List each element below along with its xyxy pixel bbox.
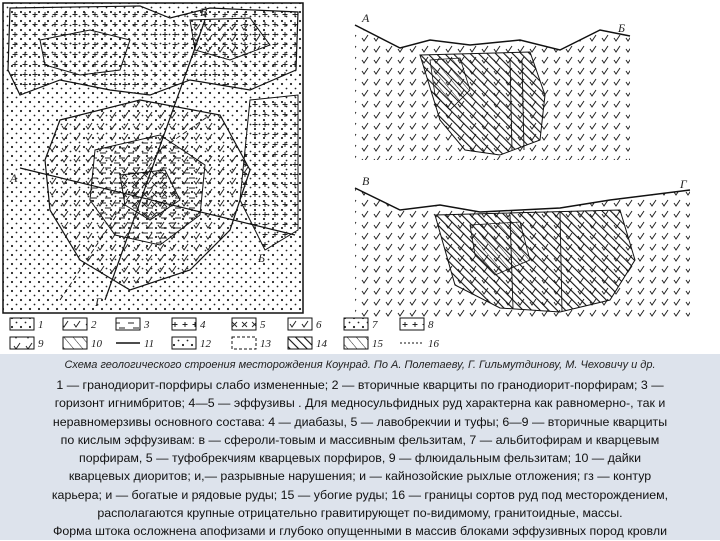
map-section-label: В: [200, 5, 208, 19]
caption-title: Схема геологического строения месторождения Коунрад. По А. Полетаеву, Г. Гильмутдинову, М. Чеховичу и др.: [64, 359, 656, 371]
caption-body: [6, 376, 714, 541]
legend-number: 3: [144, 319, 150, 331]
cross-section-vg: [355, 174, 690, 320]
profile-label-b: Б: [618, 21, 626, 35]
legend-number: 7: [372, 319, 378, 331]
caption-line: неравномерзивы основного состава: 4 — диабазы, 5 — лавобрекчии и туфы; 6—9 — вторичные кварциты: [52, 414, 668, 429]
profile-label-g: Г: [680, 177, 687, 191]
legend-number: 1: [38, 319, 44, 331]
caption-line: кварцевых диоритов; и,— разрывные нарушения; и — кайнозойские рыхлые отложения; гз — контур: [68, 469, 652, 484]
caption-line: располагаются крупные отрицательно гравитирующет по-видимому, гранитоидные, массы.: [97, 506, 623, 521]
profile-label-a: А: [362, 11, 370, 25]
legend-number: 9: [38, 338, 44, 350]
legend-number: 2: [91, 319, 97, 331]
legend-number: 4: [200, 319, 206, 331]
geologic-map: [3, 3, 303, 313]
legend-number: 11: [144, 338, 155, 350]
legend: [10, 318, 440, 350]
caption-line: порфирам, 5 — туфобрекчиям кварцевых порфиров, 9 — флюидальным фельзитам; 10 — дайки: [78, 451, 642, 466]
cross-section-ab: [355, 11, 630, 160]
caption-line: карьера; и — богатые и рядовые руды; 15 — убогие руды; 16 — границы сортов руд под месторождением,: [51, 487, 669, 502]
caption-line: 1 — гранодиорит-порфиры слабо измененные; 2 — вторичные кварциты по гранодиорит-порфирам; 3 —: [56, 378, 664, 392]
legend-number: 12: [200, 338, 211, 350]
map-section-label: Б: [258, 251, 266, 265]
legend-number: 8: [428, 319, 434, 331]
map-section-label: Г: [95, 295, 102, 309]
legend-number: 6: [316, 319, 322, 331]
caption-line: Форма штока осложнена апофизами и глубоко опущенными в массив блоками эффузивных пород кровли: [52, 524, 667, 539]
legend-number: 10: [91, 338, 102, 350]
legend-number: 13: [260, 338, 271, 350]
legend-number: 14: [316, 338, 327, 350]
profile-label-v: В: [362, 174, 370, 188]
caption-line: горизонт игнимбритов; 4—5 — эффузивы . Для медносульфидных руд характерна как равномерно-, так и: [54, 396, 666, 411]
legend-number: 15: [372, 338, 383, 350]
legend-number: 16: [428, 338, 439, 350]
map-section-label: А: [10, 171, 18, 185]
legend-number: 5: [260, 319, 266, 331]
caption-line: по кислым эффузивам: в — сфероли-товым и массивным фельзитам, 7 — альбитофирам и кварцевым: [60, 432, 660, 447]
